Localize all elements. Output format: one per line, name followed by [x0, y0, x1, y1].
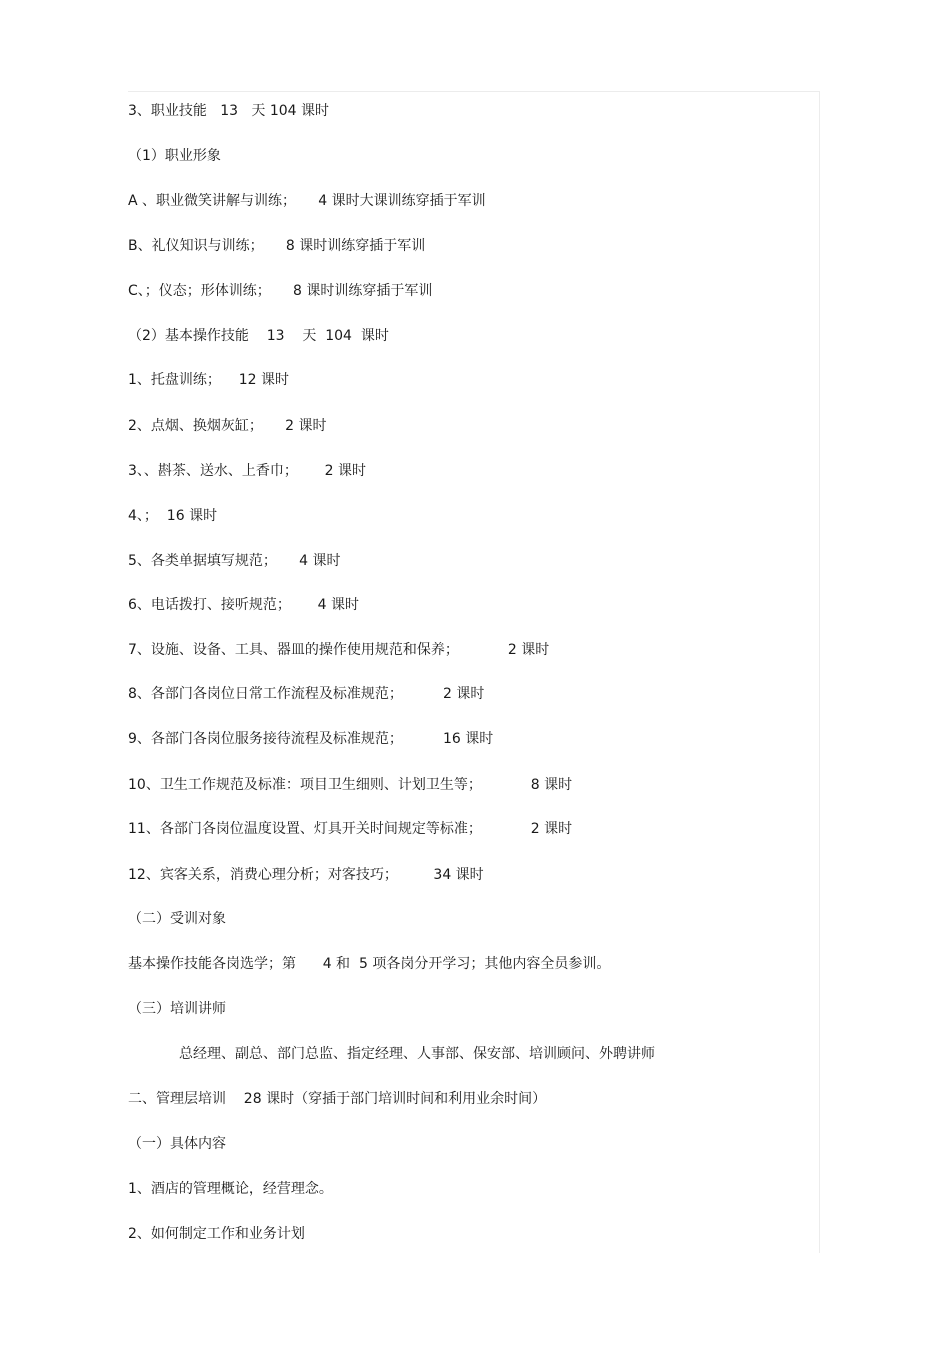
subheading-trainers: （三）培训讲师	[128, 1001, 226, 1017]
heading-vocational-skills: 3、职业技能 13 天 104 课时	[128, 103, 330, 119]
list-item-3: 3、、斟茶、送水、上香巾； 2 课时	[128, 463, 366, 479]
list-item-5: 5、各类单据填写规范； 4 课时	[128, 553, 341, 569]
list-item-10: 10、卫生工作规范及标准：项目卫生细则、计划卫生等； 8 课时	[128, 777, 573, 793]
page-frame-top	[128, 91, 820, 92]
list-item-b: B、礼仪知识与训练； 8 课时训练穿插于军训	[128, 238, 426, 254]
subheading-trainees: （二）受训对象	[128, 911, 226, 927]
list-item-a: A 、职业微笑讲解与训练； 4 课时大课训练穿插于军训	[128, 193, 486, 209]
list-item-8: 8、各部门各岗位日常工作流程及标准规范； 2 课时	[128, 686, 485, 702]
paragraph-trainers: 总经理、副总、部门总监、指定经理、人事部、保安部、培训顾问、外聘讲师	[179, 1046, 655, 1062]
content-item-2: 2、如何制定工作和业务计划	[128, 1226, 305, 1242]
subheading-specific-content: （一）具体内容	[128, 1136, 226, 1152]
subheading-professional-image: （1）职业形象	[128, 148, 221, 164]
list-item-11: 11、各部门各岗位温度设置、灯具开关时间规定等标准； 2 课时	[128, 821, 573, 837]
page-frame-right	[819, 91, 820, 1253]
list-item-7: 7、设施、设备、工具、器皿的操作使用规范和保养； 2 课时	[128, 642, 550, 658]
list-item-c: C、；仪态；形体训练； 8 课时训练穿插于军训	[128, 283, 433, 299]
list-item-1: 1、托盘训练； 12 课时	[128, 372, 289, 388]
list-item-12: 12、宾客关系，消费心理分析；对客技巧； 34 课时	[128, 867, 484, 883]
list-item-6: 6、电话拨打、接听规范； 4 课时	[128, 597, 359, 613]
list-item-9: 9、各部门各岗位服务接待流程及标准规范； 16 课时	[128, 731, 494, 747]
list-item-4: 4、； 16 课时	[128, 508, 218, 524]
content-item-1: 1、酒店的管理概论，经营理念。	[128, 1181, 333, 1197]
paragraph-trainees: 基本操作技能各岗选学；第 4 和 5 项各岗分开学习；其他内容全员参训。	[128, 956, 611, 972]
list-item-2: 2、点烟、换烟灰缸； 2 课时	[128, 418, 327, 434]
heading-management-training: 二、管理层培训 28 课时（穿插于部门培训时间和利用业余时间）	[128, 1091, 547, 1107]
subheading-basic-skills: （2）基本操作技能 13 天 104 课时	[128, 328, 389, 344]
